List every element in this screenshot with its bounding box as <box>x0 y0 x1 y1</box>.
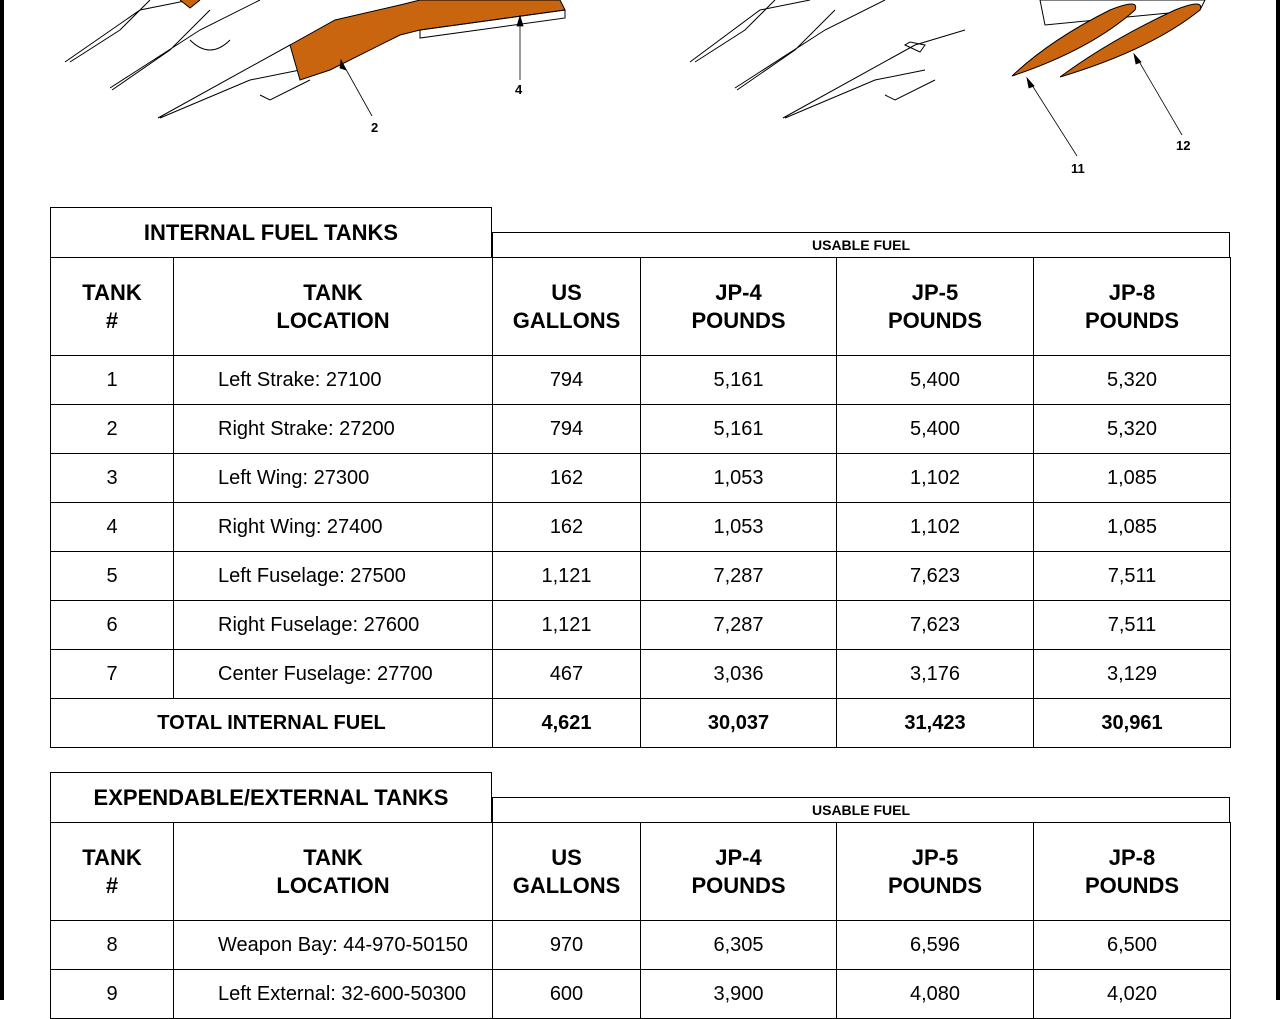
cell-jp5-pounds: 1,102 <box>837 503 1034 552</box>
cell-jp8-pounds: 1,085 <box>1034 503 1231 552</box>
column-header-tank-location: TANK LOCATION <box>174 258 493 356</box>
cell-jp4-pounds: 3,036 <box>641 650 837 699</box>
cell-jp4-pounds: 1,053 <box>641 503 837 552</box>
cell-jp5-pounds: 7,623 <box>837 601 1034 650</box>
cell-tank-location: Weapon Bay: 44-970-50150 <box>174 921 493 970</box>
callout-12: 12 <box>1176 138 1191 153</box>
total-label: TOTAL INTERNAL FUEL <box>51 699 493 748</box>
column-header-jp4-pounds: JP-4 POUNDS <box>641 258 837 356</box>
cell-tank-location: Center Fuselage: 27700 <box>174 650 493 699</box>
cell-jp5-pounds: 3,176 <box>837 650 1034 699</box>
column-header-jp8-pounds: JP-8 POUNDS <box>1034 258 1231 356</box>
cell-jp4-pounds: 6,305 <box>641 921 837 970</box>
table-title: INTERNAL FUEL TANKS <box>50 207 492 257</box>
column-header-us-gallons: US GALLONS <box>493 258 641 356</box>
cell-tank-location: Left Wing: 27300 <box>174 454 493 503</box>
table-row <box>51 405 1231 454</box>
column-header-us-gallons: US GALLONS <box>493 823 641 921</box>
cell-us-gallons: 794 <box>493 356 641 405</box>
cell-tank-number: 8 <box>51 921 174 970</box>
cell-us-gallons: 1,121 <box>493 552 641 601</box>
cell-jp5-pounds: 4,080 <box>837 970 1034 1019</box>
cell-jp8-pounds: 4,020 <box>1034 970 1231 1019</box>
cell-us-gallons: 794 <box>493 405 641 454</box>
cell-jp5-pounds: 5,400 <box>837 405 1034 454</box>
table-row <box>51 503 1231 552</box>
aircraft-fuel-tank-diagram <box>0 0 1280 200</box>
total-us-gallons: 4,621 <box>493 699 641 748</box>
total-row <box>51 699 1231 748</box>
total-jp4-pounds: 30,037 <box>641 699 837 748</box>
table-row <box>51 552 1231 601</box>
usable-fuel-header: USABLE FUEL <box>492 797 1230 822</box>
aircraft-right-drawing <box>690 0 1205 118</box>
column-header-tank-number: TANK # <box>51 258 174 356</box>
cell-tank-number: 4 <box>51 503 174 552</box>
cell-jp4-pounds: 1,053 <box>641 454 837 503</box>
table-row <box>51 650 1231 699</box>
cell-us-gallons: 970 <box>493 921 641 970</box>
cell-jp4-pounds: 5,161 <box>641 356 837 405</box>
column-header-jp4-pounds: JP-4 POUNDS <box>641 823 837 921</box>
table-row <box>51 970 1231 1019</box>
cell-jp8-pounds: 7,511 <box>1034 601 1231 650</box>
cell-jp5-pounds: 6,596 <box>837 921 1034 970</box>
cell-us-gallons: 162 <box>493 454 641 503</box>
usable-fuel-header: USABLE FUEL <box>492 232 1230 257</box>
cell-jp5-pounds: 5,400 <box>837 356 1034 405</box>
column-header-jp5-pounds: JP-5 POUNDS <box>837 258 1034 356</box>
cell-jp4-pounds: 7,287 <box>641 601 837 650</box>
column-header-jp8-pounds: JP-8 POUNDS <box>1034 823 1231 921</box>
table-row <box>51 601 1231 650</box>
cell-jp4-pounds: 3,900 <box>641 970 837 1019</box>
header-row <box>51 258 1231 356</box>
table-row <box>51 356 1231 405</box>
column-header-tank-number: TANK # <box>51 823 174 921</box>
total-jp8-pounds: 30,961 <box>1034 699 1231 748</box>
cell-tank-location: Right Fuselage: 27600 <box>174 601 493 650</box>
callout-11: 11 <box>1071 161 1085 176</box>
cell-jp4-pounds: 7,287 <box>641 552 837 601</box>
cell-us-gallons: 162 <box>493 503 641 552</box>
aircraft-left-drawing <box>65 0 565 118</box>
cell-jp5-pounds: 1,102 <box>837 454 1034 503</box>
cell-tank-number: 6 <box>51 601 174 650</box>
cell-tank-number: 2 <box>51 405 174 454</box>
cell-jp4-pounds: 5,161 <box>641 405 837 454</box>
cell-us-gallons: 600 <box>493 970 641 1019</box>
table-row <box>51 921 1231 970</box>
column-header-tank-location: TANK LOCATION <box>174 823 493 921</box>
cell-tank-location: Right Strake: 27200 <box>174 405 493 454</box>
header-row <box>51 823 1231 921</box>
cell-tank-location: Left Strake: 27100 <box>174 356 493 405</box>
cell-tank-number: 9 <box>51 970 174 1019</box>
callout-4: 4 <box>515 82 523 97</box>
cell-tank-location: Left Fuselage: 27500 <box>174 552 493 601</box>
cell-jp8-pounds: 1,085 <box>1034 454 1231 503</box>
cell-us-gallons: 467 <box>493 650 641 699</box>
cell-tank-number: 3 <box>51 454 174 503</box>
table-title: EXPENDABLE/EXTERNAL TANKS <box>50 772 492 822</box>
cell-tank-number: 5 <box>51 552 174 601</box>
table-row <box>51 454 1231 503</box>
cell-tank-location: Left External: 32-600-50300 <box>174 970 493 1019</box>
cell-jp8-pounds: 6,500 <box>1034 921 1231 970</box>
callout-2: 2 <box>371 120 379 135</box>
total-jp5-pounds: 31,423 <box>837 699 1034 748</box>
cell-us-gallons: 1,121 <box>493 601 641 650</box>
cell-tank-location: Right Wing: 27400 <box>174 503 493 552</box>
callout-leaders <box>340 16 1182 156</box>
cell-jp8-pounds: 5,320 <box>1034 405 1231 454</box>
column-header-jp5-pounds: JP-5 POUNDS <box>837 823 1034 921</box>
cell-tank-number: 1 <box>51 356 174 405</box>
cell-jp5-pounds: 7,623 <box>837 552 1034 601</box>
cell-jp8-pounds: 7,511 <box>1034 552 1231 601</box>
cell-jp8-pounds: 3,129 <box>1034 650 1231 699</box>
cell-tank-number: 7 <box>51 650 174 699</box>
cell-jp8-pounds: 5,320 <box>1034 356 1231 405</box>
